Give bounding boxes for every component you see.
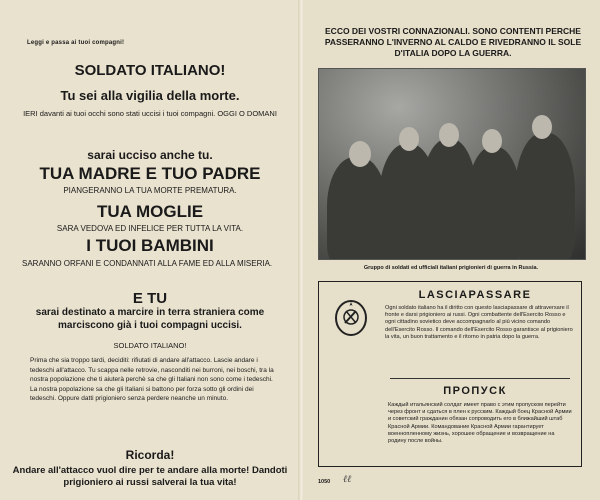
heading-e-tu: E TU xyxy=(132,290,168,307)
handwritten-mark: ℓℓ xyxy=(343,474,352,485)
text-ieri: IERI davanti ai tuoi occhi sono stati uccisi i tuoi compagni. OGGI O DOMANI xyxy=(23,109,277,118)
text-piangeranno: PIANGERANNO LA TUA MORTE PREMATURA. xyxy=(63,186,237,195)
photo-figure xyxy=(515,133,575,260)
text-andare-attacco: Andare all'attacco vuol dire per te andare alla morte! Dandoti prigioniero ai russi salverai la tua vita! xyxy=(12,465,288,488)
photo-caption: Gruppo di soldati ed ufficiali italiani prigionieri di guerra in Russia. xyxy=(363,265,539,271)
pass-text-russian: Каждый итальянский солдат имеет право с этим пропуском перейти через фронт и сдаться в плен к русским. Каждый боец Красной Армии и советский гражданин обязан сопроводить его в ближайший штаб Красной Армии. Командование Красной Армии гарантирует военнопленному жизнь, хорошее обращение и возвращение на родину после войны. xyxy=(388,402,572,445)
photo-face xyxy=(439,123,459,147)
text-soldato-italiano: SOLDATO ITALIANO! xyxy=(113,341,187,350)
heading-moglie: TUA MOGLIE xyxy=(96,202,204,221)
heading-vigilia: Tu sei alla vigilia della morte. xyxy=(60,88,240,103)
pass-text-italian: Ogni soldato italiano ha il diritto con questo lasciapassare di attraversare il fronte e darsi prigioniero ai russi. Ogni combattente dell'Esercito Rosso e ogni cittadino sovietico deve accompagnarlo al più vicino comando dell'Esercito Rosso. Il comando dell'Esercito Rosso garantisce al prigioniero la vita, un buon trattamento e il ritorno in patria dopo la guerra. xyxy=(385,305,573,340)
pass-on-note: Leggi e passa ai tuoi compagni! xyxy=(27,40,125,46)
text-marcire: sarai destinato a marcire in terra straniera come marciscono già i tuoi compagni uccisi. xyxy=(35,307,265,331)
prisoners-photo xyxy=(318,68,586,260)
soviet-emblem-icon xyxy=(334,299,368,337)
heading-soldato-italiano: SOLDATO ITALIANO! xyxy=(74,62,226,79)
text-vedova: SARA VEDOVA ED INFELICE PER TUTTA LA VITA. xyxy=(56,224,244,233)
pass-title-italian: LASCIAPASSARE xyxy=(418,289,532,301)
heading-ricorda: Ricorda! xyxy=(125,448,175,462)
footer-number: 1050 xyxy=(318,479,331,485)
photo-face xyxy=(482,129,502,153)
photo-figure xyxy=(467,147,521,260)
photo-face xyxy=(399,127,419,151)
text-prima-che: Prima che sia troppo tardi, deciditi: rifiutati di andare all'attacco. Lascie andare i tedeschi all'attacco. Tu scappa nelle retrovie, nasconditi nei burroni, nei boschi, tra la nostra popolazione che ti aiuterà perchè sa che gli Italiani non sono come i tedeschi. La nostra popolazione sa che gli Italiani si battono per forza sotto gli ordini dei tedeschi. Oppure datti prigioniero senza perdere neanche un minuto. xyxy=(30,357,274,402)
photo-face xyxy=(349,141,371,167)
heading-bambini: I TUOI BAMBINI xyxy=(86,236,214,255)
photo-heading: ECCO DEI VOSTRI CONNAZIONALI. SONO CONTENTI PERCHE PASSERANNO L'INVERNO AL CALDO E RIVEDRANNO IL SOLE D'ITALIA DOPO LA GUERRA. xyxy=(324,26,582,58)
pass-divider xyxy=(390,378,570,379)
photo-face xyxy=(532,115,552,139)
photo-figure xyxy=(327,157,387,260)
text-orfani: SARANNO ORFANI E CONDANNATI ALLA FAME ED ALLA MISERIA. xyxy=(22,259,273,268)
heading-madre-padre: TUA MADRE E TUO PADRE xyxy=(39,164,261,183)
pass-title-russian: ПРОПУСК xyxy=(443,385,507,397)
heading-sarai-ucciso: sarai ucciso anche tu. xyxy=(87,148,213,162)
